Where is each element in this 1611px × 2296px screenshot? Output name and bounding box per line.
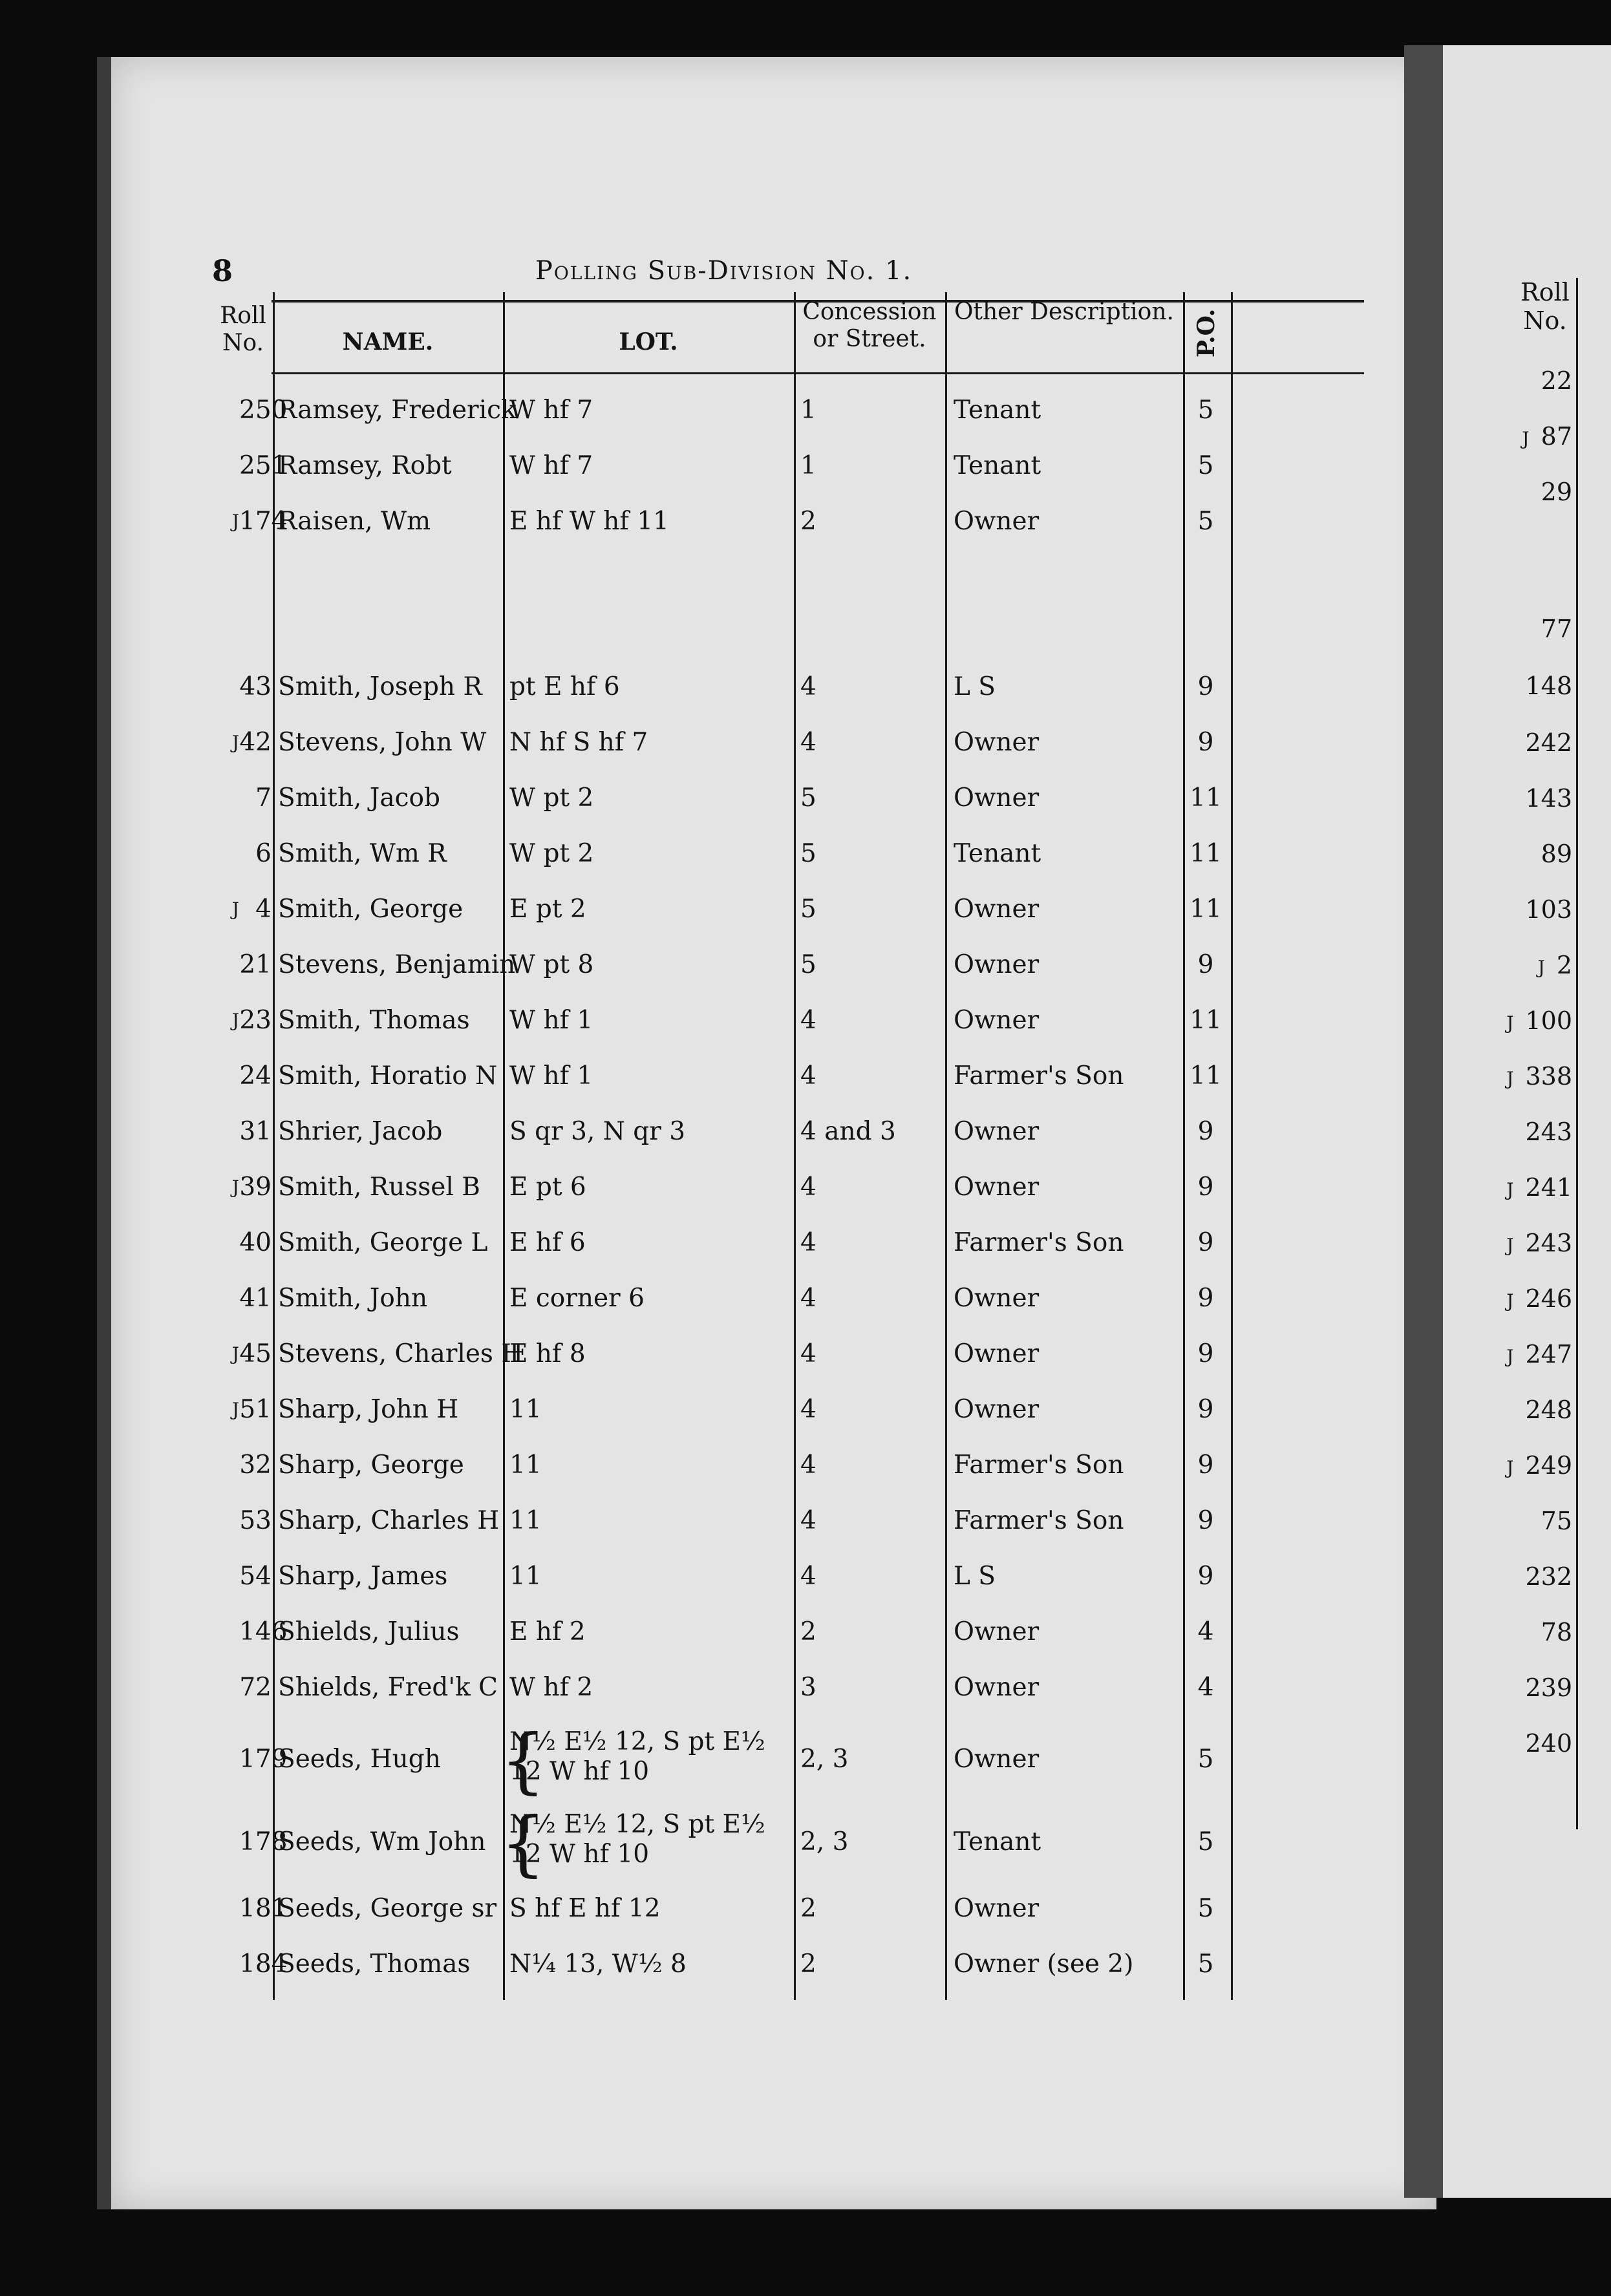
roll-number: 143: [1525, 784, 1572, 813]
adjacent-roll-number: [1482, 1549, 1572, 1604]
concession-cell: 4: [800, 672, 816, 701]
description-cell: Owner: [954, 895, 1040, 924]
concession-cell: 4 and 3: [800, 1117, 896, 1146]
voter-name: Shrier, Jacob: [278, 1117, 443, 1146]
lot-cell: 11: [509, 1395, 542, 1424]
concession-cell: 5: [800, 839, 816, 868]
description-cell: Tenant: [954, 451, 1041, 480]
post-office-cell: 5: [1197, 1950, 1214, 1979]
column-divider: [1576, 278, 1578, 1829]
lot-cell: W hf 7: [509, 396, 593, 425]
juror-mark: [213, 1937, 239, 1992]
adjacent-roll-number: [1482, 464, 1572, 520]
lot-cell: pt E hf 6: [509, 672, 620, 701]
adjacent-roll-number: [1482, 1215, 1572, 1271]
juror-mark: J: [231, 1343, 239, 1365]
roll-number: 41: [239, 1284, 272, 1313]
voter-name: Smith, George: [278, 895, 464, 924]
juror-mark: J: [231, 1010, 239, 1031]
brace-glyph: {: [500, 1802, 546, 1884]
roll-number: 75: [1541, 1507, 1572, 1535]
table-row: [213, 1382, 1364, 1438]
post-office-cell: 11: [1190, 783, 1222, 813]
roll-number: 248: [1525, 1396, 1572, 1424]
voter-name: Seeds, Wm John: [278, 1827, 486, 1856]
voter-name: Smith, Russel B: [278, 1173, 480, 1202]
juror-mark: [213, 771, 239, 826]
table-row: [213, 1716, 1364, 1803]
description-cell: L S: [954, 1562, 996, 1591]
concession-cell: 4: [800, 1562, 816, 1591]
roll-number: 24: [239, 1061, 272, 1090]
roll-number: 338: [1525, 1062, 1572, 1090]
adjacent-roll-number: [1482, 1271, 1572, 1326]
concession-cell: 2: [800, 1894, 816, 1923]
roll-number: 40: [239, 1228, 272, 1257]
lot-cell: W pt 2: [509, 839, 594, 868]
post-office-cell: 9: [1197, 1395, 1214, 1424]
adjacent-roll-number: [1482, 715, 1572, 771]
concession-cell: 2: [800, 1950, 816, 1979]
voter-name: Ramsey, Frederick: [278, 396, 517, 425]
concession-cell: 4: [800, 1284, 816, 1313]
adjacent-roll-number: [1482, 1438, 1572, 1493]
post-office-cell: 11: [1190, 839, 1222, 868]
post-office-cell: 5: [1197, 396, 1214, 425]
roll-number: 6: [255, 839, 272, 868]
juror-mark: [213, 826, 239, 882]
post-office-cell: 5: [1197, 507, 1214, 536]
roll-number: 174: [239, 507, 288, 536]
concession-cell: 2, 3: [800, 1745, 849, 1774]
table-row: [213, 1549, 1364, 1604]
concession-cell: 4: [800, 1228, 816, 1257]
lot-cell: N½ E½ 12, S pt E½ 12 W hf 10: [509, 1727, 765, 1786]
juror-mark: [213, 1549, 239, 1604]
voter-name: Ramsey, Robt: [278, 451, 452, 480]
post-office-cell: 5: [1197, 1827, 1214, 1856]
lot-cell: W hf 7: [509, 451, 593, 480]
roll-number: 42: [239, 728, 272, 757]
concession-cell: 4: [800, 1006, 816, 1035]
description-cell: Owner: [954, 1117, 1040, 1146]
table-row: [213, 438, 1364, 494]
roll-number: 39: [239, 1173, 272, 1202]
lot-cell: W hf 2: [509, 1673, 593, 1702]
roll-number: 103: [1525, 895, 1572, 924]
lot-cell: S qr 3, N qr 3: [509, 1117, 686, 1146]
lot-cell: N hf S hf 7: [509, 728, 648, 757]
juror-mark: [213, 438, 239, 494]
voter-name: Sharp, Charles H: [278, 1506, 500, 1535]
juror-mark: J: [1506, 1179, 1514, 1200]
juror-mark: J: [1506, 1235, 1514, 1256]
description-cell: Farmer's Son: [954, 1451, 1124, 1480]
description-cell: Owner: [954, 1745, 1040, 1774]
post-office-cell: 9: [1197, 1173, 1214, 1202]
voter-name: Stevens, Charles H: [278, 1339, 524, 1368]
post-office-cell: 9: [1197, 728, 1214, 757]
post-office-cell: 4: [1197, 1617, 1214, 1646]
post-office-cell: 9: [1197, 1339, 1214, 1368]
description-cell: Owner: [954, 1673, 1040, 1702]
concession-cell: 4: [800, 1061, 816, 1090]
juror-mark: [213, 1881, 239, 1937]
roll-number: 54: [239, 1562, 272, 1591]
voter-name: Seeds, Hugh: [278, 1745, 441, 1774]
table-row: [213, 1493, 1364, 1549]
roll-number: 29: [1541, 478, 1572, 506]
roll-number: 100: [1525, 1006, 1572, 1035]
juror-mark: J: [231, 1399, 239, 1420]
adjacent-roll-number: [1482, 409, 1572, 464]
table-row: [213, 1271, 1364, 1326]
adjacent-column-header-roll: Roll No.: [1520, 278, 1570, 335]
lot-cell: W pt 2: [509, 783, 594, 813]
post-office-cell: 9: [1197, 672, 1214, 701]
juror-mark: [213, 1271, 239, 1326]
roll-number: 179: [239, 1745, 288, 1774]
description-cell: Owner: [954, 950, 1040, 979]
lot-cell: E hf 8: [509, 1339, 586, 1368]
table-row: [213, 1660, 1364, 1716]
table-row: [213, 1798, 1364, 1886]
concession-cell: 2, 3: [800, 1827, 849, 1856]
post-office-cell: 9: [1197, 1284, 1214, 1313]
table-row: [213, 771, 1364, 826]
column-header-roll: Roll No.: [220, 303, 266, 356]
concession-cell: 5: [800, 895, 816, 924]
juror-mark: [213, 1716, 239, 1803]
adjacent-roll-number: [1482, 826, 1572, 882]
voters-list-table: [213, 292, 1364, 2000]
voter-name: Stevens, Benjamin: [278, 950, 516, 979]
voter-name: Raisen, Wm: [278, 507, 431, 536]
voter-name: Smith, George L: [278, 1228, 488, 1257]
roll-number: 87: [1541, 422, 1572, 451]
juror-mark: J: [231, 1176, 239, 1198]
page-header: [0, 253, 1580, 292]
roll-number: 146: [239, 1617, 288, 1646]
juror-mark: [213, 1604, 239, 1660]
post-office-cell: 4: [1197, 1673, 1214, 1702]
roll-number: 2: [1556, 951, 1572, 979]
voter-name: Smith, Thomas: [278, 1006, 470, 1035]
concession-cell: 2: [800, 507, 816, 536]
voter-name: Shields, Julius: [278, 1617, 460, 1646]
description-cell: Owner: [954, 1006, 1040, 1035]
table-row: [213, 1326, 1364, 1382]
juror-mark: J: [231, 732, 239, 753]
roll-number: 22: [1541, 367, 1572, 395]
juror-mark: J: [1506, 1290, 1514, 1312]
lot-cell: E hf 2: [509, 1617, 586, 1646]
voter-name: Sharp, George: [278, 1451, 464, 1480]
roll-number: 21: [239, 950, 272, 979]
description-cell: Farmer's Son: [954, 1228, 1124, 1257]
juror-mark: [213, 1493, 239, 1549]
roll-number: 243: [1525, 1229, 1572, 1257]
adjacent-roll-number: [1482, 1048, 1572, 1104]
juror-mark: [213, 1104, 239, 1160]
concession-cell: 2: [800, 1617, 816, 1646]
juror-mark: [213, 937, 239, 993]
lot-cell: E corner 6: [509, 1284, 645, 1313]
lot-cell: S hf E hf 12: [509, 1894, 661, 1923]
juror-mark: J: [1506, 1012, 1514, 1034]
adjacent-roll-number: [1482, 1660, 1572, 1716]
table-row: [213, 659, 1364, 715]
roll-number: 250: [239, 396, 288, 425]
table-row: [213, 882, 1364, 937]
roll-number: 32: [239, 1451, 272, 1480]
voter-name: Seeds, Thomas: [278, 1950, 471, 1979]
post-office-cell: 11: [1190, 1061, 1222, 1090]
table-header-rule: [272, 372, 1364, 374]
column-header-other-description: Other Description.: [954, 299, 1174, 325]
column-header-name: NAME.: [342, 328, 434, 356]
post-office-cell: 5: [1197, 451, 1214, 480]
column-header-po: P.O.: [1193, 308, 1220, 357]
roll-number: 31: [239, 1117, 272, 1146]
concession-cell: 5: [800, 783, 816, 813]
lot-cell: 11: [509, 1451, 542, 1480]
table-row: [213, 993, 1364, 1048]
roll-number: 78: [1541, 1618, 1572, 1646]
lot-cell: E hf 6: [509, 1228, 586, 1257]
page-title: Polling Sub-Division No. 1.: [535, 256, 913, 286]
lot-cell: E pt 2: [509, 895, 586, 924]
adjacent-roll-number: [1482, 1160, 1572, 1215]
voter-name: Smith, John: [278, 1284, 428, 1313]
lot-cell: 11: [509, 1506, 542, 1535]
description-cell: Owner: [954, 1395, 1040, 1424]
voter-name: Smith, Jacob: [278, 783, 440, 813]
roll-number: 241: [1525, 1173, 1572, 1202]
post-office-cell: 11: [1190, 1006, 1222, 1035]
voter-name: Sharp, John H: [278, 1395, 459, 1424]
juror-mark: [213, 1215, 239, 1271]
concession-cell: 4: [800, 1451, 816, 1480]
roll-number: 239: [1525, 1674, 1572, 1702]
roll-number: 51: [239, 1395, 272, 1424]
roll-number: 178: [239, 1827, 288, 1856]
adjacent-roll-number: [1482, 1716, 1572, 1771]
concession-cell: 1: [800, 396, 816, 425]
voter-name: Seeds, George sr: [278, 1894, 497, 1923]
roll-number: 242: [1525, 728, 1572, 757]
roll-number: 247: [1525, 1340, 1572, 1368]
juror-mark: [213, 659, 239, 715]
description-cell: Owner: [954, 1894, 1040, 1923]
lot-cell: W hf 1: [509, 1006, 593, 1035]
concession-cell: 4: [800, 728, 816, 757]
post-office-cell: 11: [1190, 895, 1222, 924]
table-row: [213, 494, 1364, 549]
juror-mark: J: [1506, 1457, 1514, 1478]
description-cell: Farmer's Son: [954, 1506, 1124, 1535]
juror-mark: [213, 1048, 239, 1104]
lot-cell: E hf W hf 11: [509, 507, 669, 536]
roll-number: 243: [1525, 1118, 1572, 1146]
lot-cell: N½ E½ 12, S pt E½ 12 W hf 10: [509, 1810, 765, 1869]
adjacent-roll-number: [1482, 882, 1572, 937]
concession-cell: 4: [800, 1173, 816, 1202]
column-header-concession: Concession or Street.: [802, 299, 937, 352]
table-row: [213, 1604, 1364, 1660]
roll-number: 23: [239, 1006, 272, 1035]
roll-number: 4: [255, 895, 272, 924]
juror-mark: [213, 1660, 239, 1716]
roll-number: 251: [239, 451, 288, 480]
description-cell: Owner: [954, 1284, 1040, 1313]
concession-cell: 3: [800, 1673, 816, 1702]
juror-mark: [213, 1438, 239, 1493]
roll-number: 45: [239, 1339, 272, 1368]
post-office-cell: 9: [1197, 1228, 1214, 1257]
column-header-lot: LOT.: [619, 328, 678, 356]
adjacent-roll-number: [1482, 1382, 1572, 1438]
lot-cell: E pt 6: [509, 1173, 586, 1202]
description-cell: Owner: [954, 783, 1040, 813]
table-row: [213, 826, 1364, 882]
book-gutter: [1404, 45, 1443, 2198]
juror-mark: J: [1506, 1068, 1514, 1089]
adjacent-roll-number: [1482, 658, 1572, 714]
roll-number: 249: [1525, 1451, 1572, 1480]
juror-mark: [213, 1798, 239, 1886]
roll-number: 246: [1525, 1284, 1572, 1313]
description-cell: Owner: [954, 1173, 1040, 1202]
adjacent-roll-number: [1482, 353, 1572, 409]
description-cell: Owner (see 2): [954, 1950, 1134, 1979]
voter-name: Shields, Fred'k C: [278, 1673, 498, 1702]
concession-cell: 5: [800, 950, 816, 979]
table-row: [213, 1104, 1364, 1160]
concession-cell: 4: [800, 1395, 816, 1424]
lot-cell: 11: [509, 1562, 542, 1591]
juror-mark: J: [1522, 428, 1530, 449]
concession-cell: 4: [800, 1339, 816, 1368]
roll-number: 184: [239, 1950, 288, 1979]
roll-number: 72: [239, 1673, 272, 1702]
description-cell: Tenant: [954, 396, 1041, 425]
lot-cell: W hf 1: [509, 1061, 593, 1090]
table-row: [213, 715, 1364, 771]
table-row: [213, 1937, 1364, 1992]
roll-number: 7: [255, 783, 272, 813]
adjacent-roll-number: [1482, 771, 1572, 826]
roll-number: 240: [1525, 1729, 1572, 1758]
description-cell: L S: [954, 672, 996, 701]
roll-number: 181: [239, 1894, 288, 1923]
concession-cell: 1: [800, 451, 816, 480]
table-row: [213, 1160, 1364, 1215]
post-office-cell: 9: [1197, 1506, 1214, 1535]
juror-mark: [213, 383, 239, 438]
juror-mark: J: [231, 511, 239, 532]
description-cell: Tenant: [954, 839, 1041, 868]
adjacent-roll-number: [1482, 1604, 1572, 1660]
post-office-cell: 9: [1197, 1117, 1214, 1146]
description-cell: Farmer's Son: [954, 1061, 1124, 1090]
juror-mark: J: [231, 898, 239, 920]
adjacent-roll-number: [1482, 601, 1572, 657]
description-cell: Tenant: [954, 1827, 1041, 1856]
concession-cell: 4: [800, 1506, 816, 1535]
lot-cell: N¼ 13, W½ 8: [509, 1950, 687, 1979]
lot-cell: W pt 8: [509, 950, 594, 979]
adjacent-roll-number: [1482, 1104, 1572, 1160]
voter-name: Smith, Joseph R: [278, 672, 482, 701]
adjacent-roll-number: [1482, 937, 1572, 993]
table-row: [213, 1438, 1364, 1493]
voter-name: Sharp, James: [278, 1562, 448, 1591]
voter-name: Stevens, John W: [278, 728, 487, 757]
table-row: [213, 1048, 1364, 1104]
post-office-cell: 5: [1197, 1745, 1214, 1774]
post-office-cell: 9: [1197, 1451, 1214, 1480]
table-row: [213, 1215, 1364, 1271]
post-office-cell: 5: [1197, 1894, 1214, 1923]
adjacent-roll-number: [1482, 993, 1572, 1048]
roll-number: 77: [1541, 615, 1572, 643]
roll-number: 148: [1525, 672, 1572, 700]
table-row: [213, 937, 1364, 993]
table-row: [213, 383, 1364, 438]
description-cell: Owner: [954, 1617, 1040, 1646]
table-row: [213, 1881, 1364, 1937]
voter-name: Smith, Horatio N: [278, 1061, 498, 1090]
description-cell: Owner: [954, 728, 1040, 757]
juror-mark: J: [1506, 1346, 1514, 1367]
roll-number: 232: [1525, 1562, 1572, 1591]
adjacent-roll-number: [1482, 1326, 1572, 1382]
roll-number: 53: [239, 1506, 272, 1535]
description-cell: Owner: [954, 507, 1040, 536]
post-office-cell: 9: [1197, 950, 1214, 979]
page-number: 8: [212, 253, 233, 288]
juror-mark: J: [1537, 957, 1545, 978]
roll-number: 43: [239, 672, 272, 701]
brace-glyph: {: [500, 1719, 546, 1802]
voter-name: Smith, Wm R: [278, 839, 447, 868]
description-cell: Owner: [954, 1339, 1040, 1368]
post-office-cell: 9: [1197, 1562, 1214, 1591]
adjacent-roll-number: [1482, 1493, 1572, 1549]
roll-number: 89: [1541, 840, 1572, 868]
